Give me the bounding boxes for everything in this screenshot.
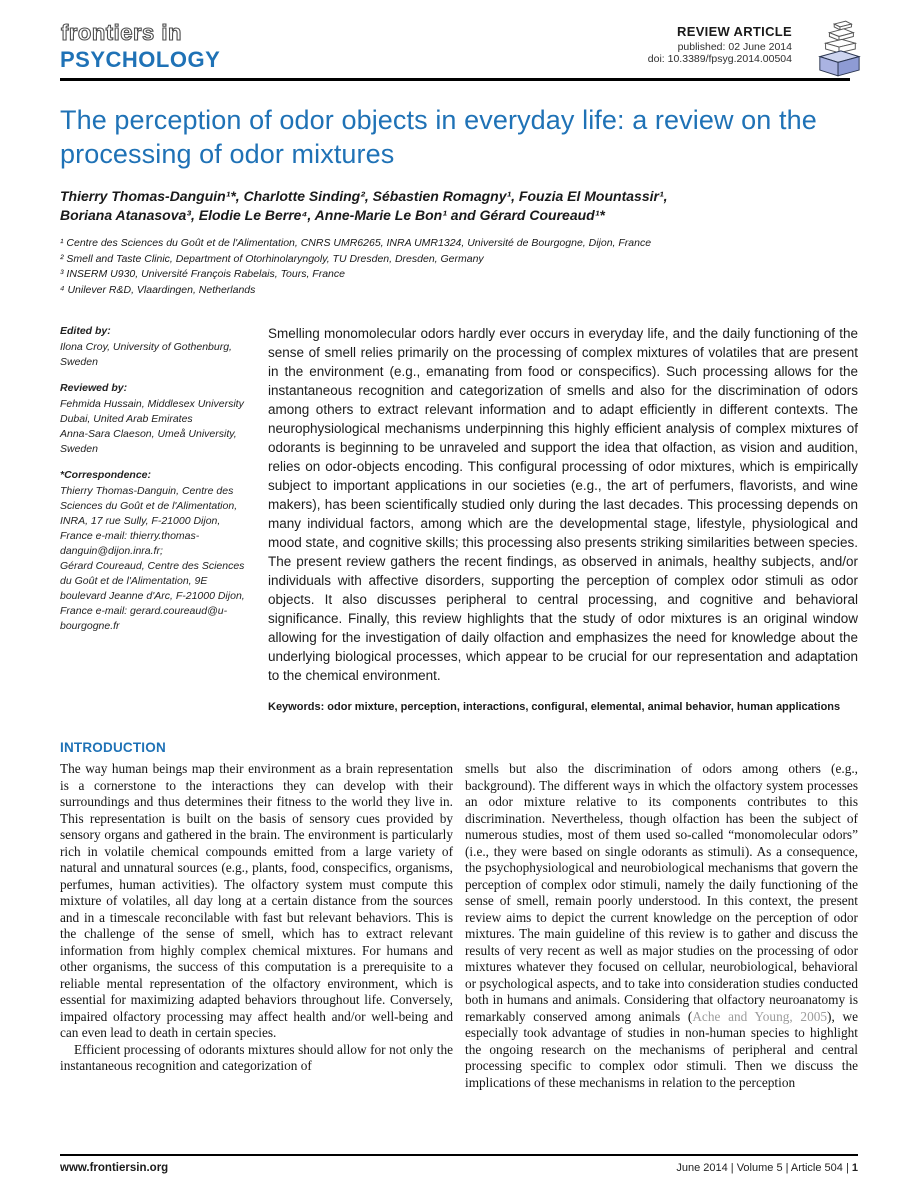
intro-paragraph-3 — [465, 761, 858, 1091]
introduction-heading: INTRODUCTION — [60, 740, 166, 755]
edited-by-value: Ilona Croy, University of Gothenburg, Sweden — [60, 341, 232, 368]
page-footer — [60, 1154, 858, 1174]
citation-link[interactable]: Ache and Young, 2005 — [692, 1008, 828, 1024]
article-meta — [648, 24, 792, 65]
authors-block — [60, 187, 858, 224]
affiliation-1: ¹ Centre des Sciences du Goût et de l'Alimentation, CNRS UMR6265, INRA UMR1324, Université de Bourgogne, Dijon, France — [60, 237, 652, 249]
frontiers-books-icon — [816, 18, 862, 78]
doi-text: doi: 10.3389/fpsyg.2014.00504 — [647, 53, 792, 65]
footer-page-number: 1 — [851, 1162, 858, 1174]
published-date: published: 02 June 2014 — [677, 41, 792, 53]
intro-paragraph-3-pre: smells but also the discrimination of odors among others (e.g., background). The different ways in which the olfactory system processes an odor mixture relative to its components contributes to this discrimination. Nevertheless, though olfaction has been the subject of numerous studies, most of them used so-called “monomolecular odors” (i.e., they were based on single odorants as stimuli). As a consequence, the psychophysiological and neurobiological mechanisms that govern the perception of complex odor stimuli, namely the daily functioning of the sense of smell, remain poorly understood. In this context, the present review aims to depict the current knowledge on the perception of odor mixtures. The main guideline of this review is to gather and discuss the results of very recent as well as major studies on the processing of odor mixtures whatever they focused on cellular, neurobiological, behavioral or psychological aspects, and to take into consideration studies conducted both in humans and animals. Considering that olfactory neuroanatomy is remarkably conserved among animals ( — [465, 761, 858, 1024]
affiliations-block — [60, 236, 858, 298]
footer-rule — [60, 1154, 858, 1156]
correspondence-2: Gérard Coureaud, Centre des Sciences du Goût et de l'Alimentation, 9E boulevard Jeanne d'Arc, F-21000 Dijon, France e-mail: gerard.coureaud@u-bourgogne.fr — [60, 560, 245, 632]
editorial-sidebar — [60, 324, 250, 714]
reviewed-by-label: Reviewed by: — [60, 382, 128, 394]
authors-line-2: Boriana Atanasova³, Elodie Le Berre⁴, Anne-Marie Le Bon¹ and Gérard Coureaud¹* — [60, 206, 605, 223]
frontiers-in-text: frontiers in — [61, 20, 182, 45]
footer-issue-info — [676, 1162, 858, 1174]
frontiers-outline-logo — [60, 20, 280, 46]
correspondence-group — [60, 468, 250, 634]
intro-paragraph-3-post: ), we especially took advantage of studies in non-human species to highlight the ongoing research on the mechanisms of peripheral and central processing specific to complex odor stimuli. Then we discuss the implications of these mechanisms in relation to the perception — [465, 1008, 859, 1090]
introduction-section — [60, 740, 858, 1091]
header-rule — [60, 78, 850, 81]
frontiers-wordmark — [60, 20, 280, 73]
footer-row — [60, 1162, 858, 1174]
affiliation-4: ⁴ Unilever R&D, Vlaardingen, Netherlands — [60, 283, 256, 296]
article-type-label: REVIEW ARTICLE — [677, 24, 792, 39]
correspondence-label: *Correspondence: — [60, 469, 152, 481]
footer-site-link[interactable]: www.frontiersin.org — [60, 1162, 169, 1174]
body-column-right — [465, 761, 858, 1091]
reviewer-2: Anna-Sara Claeson, Umeå University, Sweden — [60, 428, 237, 455]
body-column-left — [60, 761, 453, 1091]
authors-line-1: Thierry Thomas-Danguin¹*, Charlotte Sinding², Sébastien Romagny¹, Fouzia El Mountassir¹, — [60, 188, 668, 204]
intro-paragraph-2: Efficient processing of odorants mixtures should allow for not only the instantaneous recognition and categorization of — [60, 1041, 453, 1073]
journal-name: PSYCHOLOGY — [60, 47, 221, 72]
abstract-column — [268, 324, 858, 714]
affiliation-3: ³ INSERM U930, Université François Rabelais, Tours, France — [60, 268, 345, 280]
reviewed-by-group — [60, 381, 250, 457]
correspondence-1: Thierry Thomas-Danguin, Centre des Sciences du Goût et de l'Alimentation, INRA, 17 rue Sully, F-21000 Dijon, France e-mail: thierry.thomas-danguin@dijon.inra.fr; — [60, 485, 238, 557]
reviewer-1: Fehmida Hussain, Middlesex University Dubai, United Arab Emirates — [60, 398, 244, 425]
abstract-section — [60, 324, 858, 714]
affiliation-2: ² Smell and Taste Clinic, Department of Otorhinolaryngoly, TU Dresden, Dresden, Germany — [60, 252, 484, 265]
intro-paragraph-1: The way human beings map their environment as a brain representation is a cornerstone to the interactions they can develop with their surroundings and thus determines their fitness to the world they live in. This representation is built on the basis of sensory cues provided by sensory organs and gathered in the brain. The environment is particularly rich in volatile chemical compounds emitted from a large variety of natural and unnatural sources (e.g., plants, food, conspecifics, organisms, perfumes, human activities). The olfactory system must compute this mixture of volatiles, all day long at a certain distance from the sources and in a timescale reconcilable with fast but relevant behaviors. This is the challenge of the sense of smell, which has to extract relevant information from highly complex chemical mixtures. For humans and other organisms, the success of this computation is a prerequisite to a reliable mental representation of the olfactory environment, which is essential for maximizing adapted behaviors throughout life. Conversely, impaired olfactory processing may affect health and/or well-being and can even lead to death in certain species. — [60, 761, 453, 1040]
masthead — [60, 20, 858, 74]
body-columns — [60, 761, 858, 1091]
keywords-line: Keywords: odor mixture, perception, interactions, configural, elemental, animal behavior, human applications — [268, 701, 841, 713]
page-title: The perception of odor objects in everyday life: a review on the processing of odor mixtures — [60, 105, 817, 169]
edited-by-label: Edited by: — [60, 325, 111, 337]
footer-issue-text: June 2014 | Volume 5 | Article 504 | — [676, 1162, 852, 1174]
edited-by-group — [60, 324, 250, 370]
abstract-text: Smelling monomolecular odors hardly ever occurs in everyday life, and the daily functioning of the sense of smell relies primarily on the processing of complex mixtures of volatiles that are present in the environment (e.g., emanating from food or conspecifics). Such processing allows for the instantaneous recognition and categorization of smells and also for the discrimination of odors among others to extract relevant information and to adapt efficiently in different contexts. The neurophysiological mechanisms underpinning this highly efficient analysis of complex mixtures of odorants is beginning to be unraveled and support the idea that olfaction, as vision and audition, relies on odor-objects encoding. This configural processing of odor mixtures, which is empirically subject to important applications in our societies (e.g., the art of perfumers, flavorists, and wine makers), has been scientifically studied only during the last decades. This processing depends on many individual factors, among which are the developmental stage, lifestyle, physiological and mood state, and cognitive skills; this processing also presents striking similarities between species. The present review gathers the recent findings, as observed in animals, healthy subjects, and/or individuals with affective disorders, supporting the perception of complex odor stimuli as odor objects. It also discusses peripheral to central processing, and cognitive and behavioral significance. Finally, this review highlights that the study of odor mixtures is an original window allowing for the investigation of daily olfaction and emphasizes the need for knowledge about the underlying biological processes, which appear to be crucial for our representation and adaptation to the chemical environment. — [268, 326, 858, 683]
